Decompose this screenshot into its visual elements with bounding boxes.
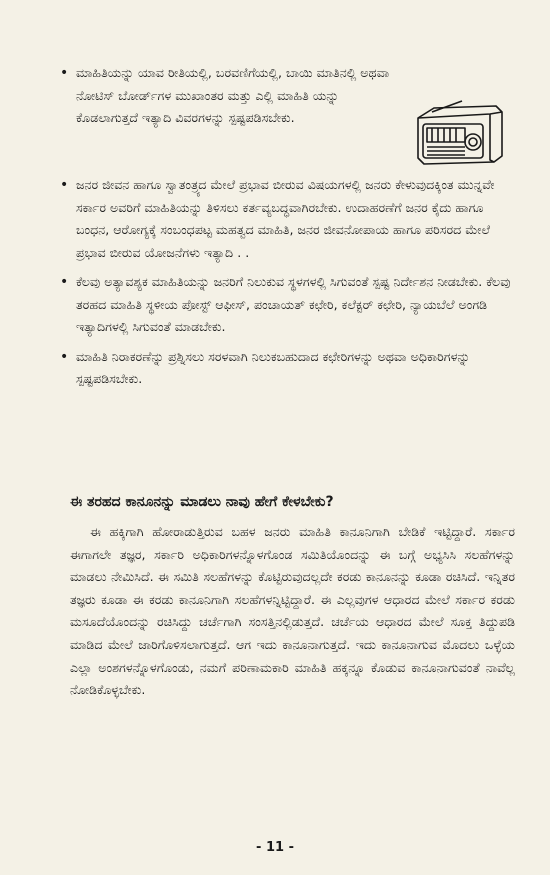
bullet-item-appeal-offices	[60, 346, 512, 391]
radio-icon	[410, 98, 510, 166]
bullet-list	[60, 62, 512, 398]
body-paragraph: ಈ ಹಕ್ಕಿಗಾಗಿ ಹೋರಾಡುತ್ತಿರುವ ಬಹಳ ಜನರು ಮಾಹಿತಿ ಕಾನೂನಿಗಾಗಿ ಬೇಡಿಕೆ ಇಟ್ಟಿದ್ದಾರೆ. ಸರ್ಕಾರ ಈಗಾಗಲೇ ತಜ್ಞರ, ಸರ್ಕಾರಿ ಅಧಿಕಾರಿಗಳನ್ನೊಳಗೊಂಡ ಸಮಿತಿಯೊಂದನ್ನು ಈ ಬಗ್ಗೆ ಅಭ್ಯಸಿಸಿ ಸಲಹೆಗಳನ್ನು ಮಾಡಲು ನೇಮಿಸಿದೆ. ಈ ಸಮಿತಿ ಸಲಹೆಗಳನ್ನು ಕೊಟ್ಟಿರುವುದಲ್ಲದೇ ಕರಡು ಕಾನೂನನ್ನು ಕೂಡಾ ರಚಿಸಿದೆ. ಇನ್ನಿತರ ತಜ್ಞರು ಕೂಡಾ ಈ ಕರಡು ಕಾನೂನಿಗಾಗಿ ಸಲಹೆಗಳನ್ನಿಟ್ಟಿದ್ದಾರೆ. ಈ ಎಲ್ಲವುಗಳ ಆಧಾರದ ಮೇಲೆ ಸರ್ಕಾರ ಕರಡು ಮಸೂದೆಯೊಂದನ್ನು ರಚಿಸಿದ್ದು ಚರ್ಚೆಗಾಗಿ ಸಂಸತ್ತಿನಲ್ಲಿಡುತ್ತದೆ. ಚರ್ಚೆಯ ಆಧಾರದ ಮೇಲೆ ಸೂಕ್ತ ತಿದ್ದುಪಡಿ ಮಾಡಿದ ಮೇಲೆ ಜಾರಿಗೊಳಿಸಲಾಗುತ್ತದೆ. ಆಗ ಇದು ಕಾನೂನಾಗುತ್ತದೆ. ಇದು ಕಾನೂನಾಗುವ ಮೊದಲು ಒಳ್ಳೆಯ ಎಲ್ಲಾ ಅಂಶಗಳನ್ನೊಳಗೊಂಡು, ನಮಗೆ ಪರಿಣಾಮಕಾರಿ ಮಾಹಿತಿ ಹಕ್ಕನ್ನೂ ಕೊಡುವ ಕಾನೂನಾಗುವಂತೆ ನಾವೆಲ್ಲ ನೋಡಿಕೊಳ್ಳಬೇಕು.	[70, 524, 515, 698]
bullet-item-info-modes	[60, 62, 512, 167]
bullet-text: ಕೆಲವು ಅತ್ಯಾವಶ್ಯಕ ಮಾಹಿತಿಯನ್ನು ಜನರಿಗೆ ನಿಲುಕುವ ಸ್ಥಳಗಳಲ್ಲಿ ಸಿಗುವಂತೆ ಸ್ಪಷ್ಟ ನಿರ್ದೇಶನ ನೀಡಬೇಕು. ಕೆಲವು ತರಹದ ಮಾಹಿತಿ ಸ್ಥಳೀಯ ಪೋಸ್ಟ್ ಆಫೀಸ್, ಪಂಚಾಯತ್ ಕಛೇರಿ, ಕಲೆಕ್ಟರ್ ಕಛೇರಿ, ನ್ಯಾಯಬೆಲೆ ಅಂಗಡಿ ಇತ್ಯಾದಿಗಳಲ್ಲಿ ಸಿಗುವಂತೆ ಮಾಡಬೇಕು.	[76, 274, 511, 334]
bullet-item-accessible-places	[60, 271, 512, 339]
bullet-text: ಮಾಹಿತಿ ನಿರಾಕರಣೆನ್ನು ಪ್ರಶ್ನಿಸಲು ಸರಳವಾಗಿ ನಿಲುಕಬಹುದಾದ ಕಛೇರಿಗಳನ್ನು ಅಥವಾ ಅಧಿಕಾರಿಗಳನ್ನು ಸ್ಪಷ್ಟಪಡಿಸಬೇಕು.	[76, 348, 471, 386]
page-number: - 11 -	[256, 840, 294, 855]
section-heading: ಈ ತರಹದ ಕಾನೂನನ್ನು ಮಾಡಲು ನಾವು ಹೇಗೆ ಕೇಳಬೇಕು?	[70, 494, 334, 510]
bullet-text: ಜನರ ಜೀವನ ಹಾಗೂ ಸ್ವಾತಂತ್ರ್ಯದ ಮೇಲೆ ಪ್ರಭಾವ ಬೀರುವ ವಿಷಯಗಳಲ್ಲಿ ಜನರು ಕೇಳುವುದಕ್ಕಿಂತ ಮುನ್ನವೇ ಸರ್ಕಾರ ಅವರಿಗೆ ಮಾಹಿತಿಯನ್ನು ತಿಳಿಸಲು ಕರ್ತವ್ಯಬದ್ಧವಾಗಿರಬೇಕು. ಉದಾಹರಣೆಗೆ ಜನರ ಕೈದು ಹಾಗೂ ಬಂಧನ, ಆರೋಗ್ಯಕ್ಕೆ ಸಂಬಂಧಪಟ್ಟ ಮಹತ್ವದ ಮಾಹಿತಿ, ಜನರ ಜೀವನೋಪಾಯ ಹಾಗೂ ಪರಿಸರದ ಮೇಲೆ ಪ್ರಭಾವ ಬೀರುವ ಯೋಜನೆಗಳು ಇತ್ಯಾದಿ . .	[76, 177, 495, 260]
bullet-item-proactive-disclosure	[60, 174, 512, 264]
bullet-text: ಮಾಹಿತಿಯನ್ನು ಯಾವ ರೀತಿಯಲ್ಲಿ, ಬರವಣಿಗೆಯಲ್ಲಿ, ಬಾಯಿ ಮಾತಿನಲ್ಲಿ ಅಥವಾ ನೋಟಿಸ್ ಬೋರ್ಡ್‌ಗಳ ಮುಖಾಂತರ ಮತ್ತು ಎಲ್ಲಿ ಮಾಹಿತಿ ಯನ್ನು ಕೊಡಲಾಗುತ್ತದೆ ಇತ್ಯಾದಿ ವಿವರಗಳನ್ನು ಸ್ಪಷ್ಟಪಡಿಸಬೇಕು.	[76, 65, 390, 125]
